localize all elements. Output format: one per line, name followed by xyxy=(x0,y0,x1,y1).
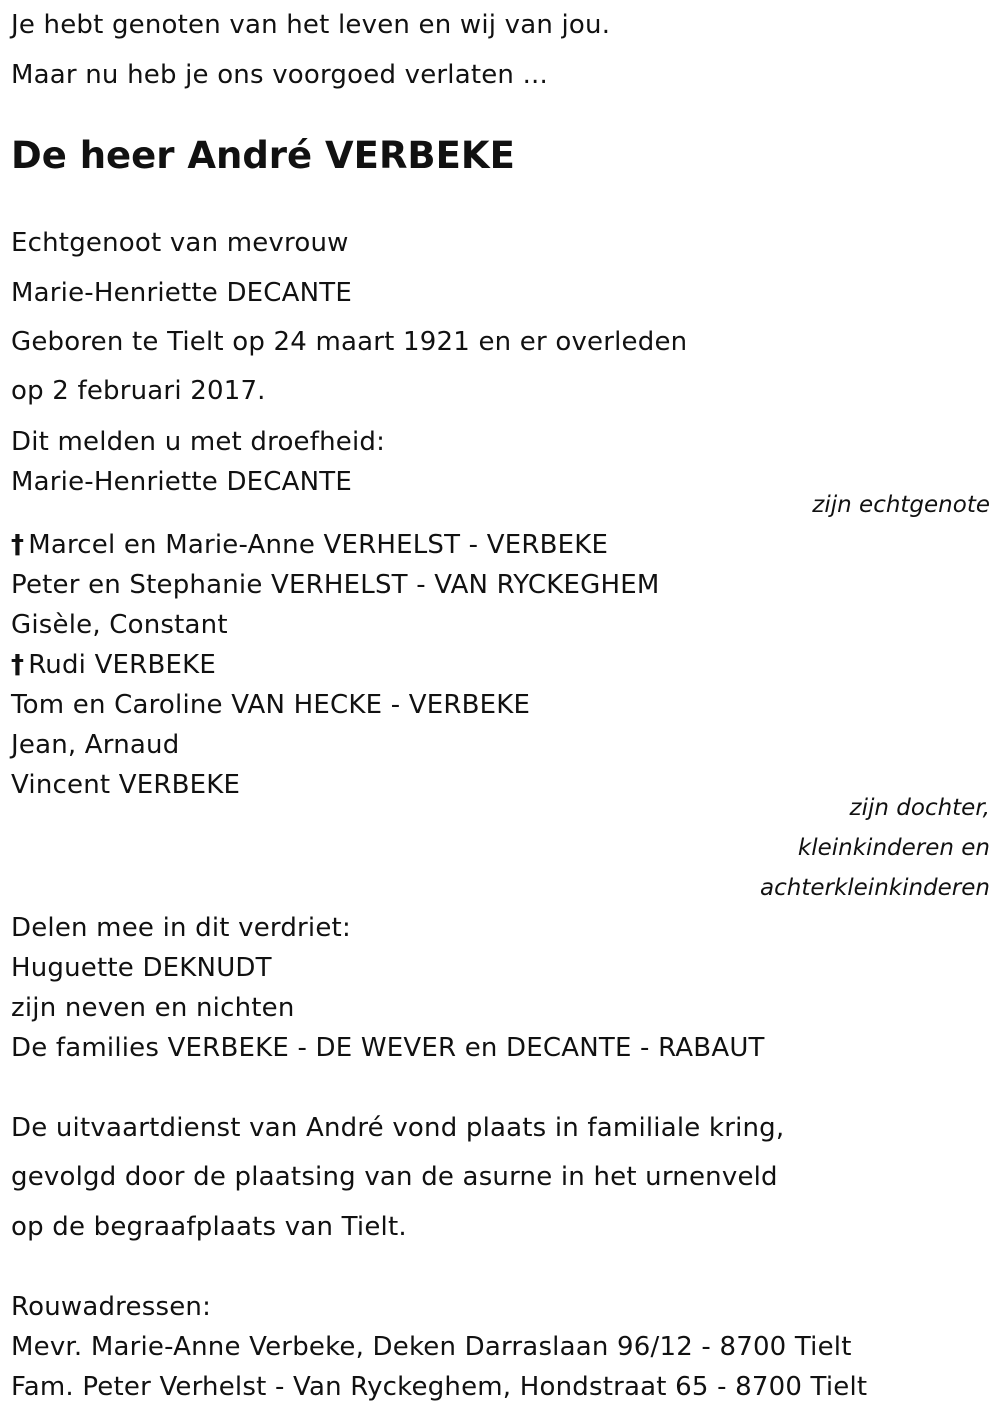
funeral-line-3: op de begraafplaats van Tielt. xyxy=(11,1212,407,1242)
cross-icon: † xyxy=(11,530,25,560)
spouse-line-1: Echtgenoot van mevrouw xyxy=(11,228,349,258)
cross-icon: † xyxy=(11,650,25,680)
intro-line-2: Maar nu heb je ons voorgoed verlaten ... xyxy=(11,60,548,90)
family-item: Tom en Caroline VAN HECKE - VERBEKE xyxy=(11,690,531,720)
announcement-intro: Dit melden u met droefheid: xyxy=(11,427,386,457)
spouse-line-2: Marie-Henriette DECANTE xyxy=(11,278,352,308)
family-item xyxy=(11,530,608,560)
funeral-line-2: gevolgd door de plaatsing van de asurne in het urnenveld xyxy=(11,1162,778,1192)
family-item: Vincent VERBEKE xyxy=(11,770,241,800)
family-item-text: Marcel en Marie-Anne VERHELST - VERBEKE xyxy=(28,530,609,560)
funeral-line-1: De uitvaartdienst van André vond plaats in familiale kring, xyxy=(11,1113,785,1143)
family-item-text: Rudi VERBEKE xyxy=(28,650,216,680)
family-item: Peter en Stephanie VERHELST - VAN RYCKEGHEM xyxy=(11,570,660,600)
family-item xyxy=(11,650,216,680)
intro-line-1: Je hebt genoten van het leven en wij van jou. xyxy=(11,10,611,40)
address-entry: Mevr. Marie-Anne Verbeke, Deken Darraslaan 96/12 - 8700 Tielt xyxy=(11,1332,852,1362)
death-line: op 2 februari 2017. xyxy=(11,376,266,406)
deceased-name-heading: De heer André VERBEKE xyxy=(11,134,515,177)
announcement-spouse-name: Marie-Henriette DECANTE xyxy=(11,467,352,497)
spouse-relation: zijn echtgenote xyxy=(812,492,990,518)
address-entry: Fam. Peter Verhelst - Van Ryckeghem, Hondstraat 65 - 8700 Tielt xyxy=(11,1372,868,1402)
sharing-intro: Delen mee in dit verdriet: xyxy=(11,913,351,943)
family-relation-line: kleinkinderen en xyxy=(797,835,990,861)
sharing-name: zijn neven en nichten xyxy=(11,993,295,1023)
sharing-name: De families VERBEKE - DE WEVER en DECANTE - RABAUT xyxy=(11,1033,765,1063)
family-relation-line: achterkleinkinderen xyxy=(760,875,990,901)
addresses-label: Rouwadressen: xyxy=(11,1292,212,1322)
sharing-name: Huguette DEKNUDT xyxy=(11,953,272,983)
family-item: Jean, Arnaud xyxy=(11,730,180,760)
family-item: Gisèle, Constant xyxy=(11,610,228,640)
family-relation-line: zijn dochter, xyxy=(849,795,990,821)
birth-line: Geboren te Tielt op 24 maart 1921 en er overleden xyxy=(11,327,688,357)
